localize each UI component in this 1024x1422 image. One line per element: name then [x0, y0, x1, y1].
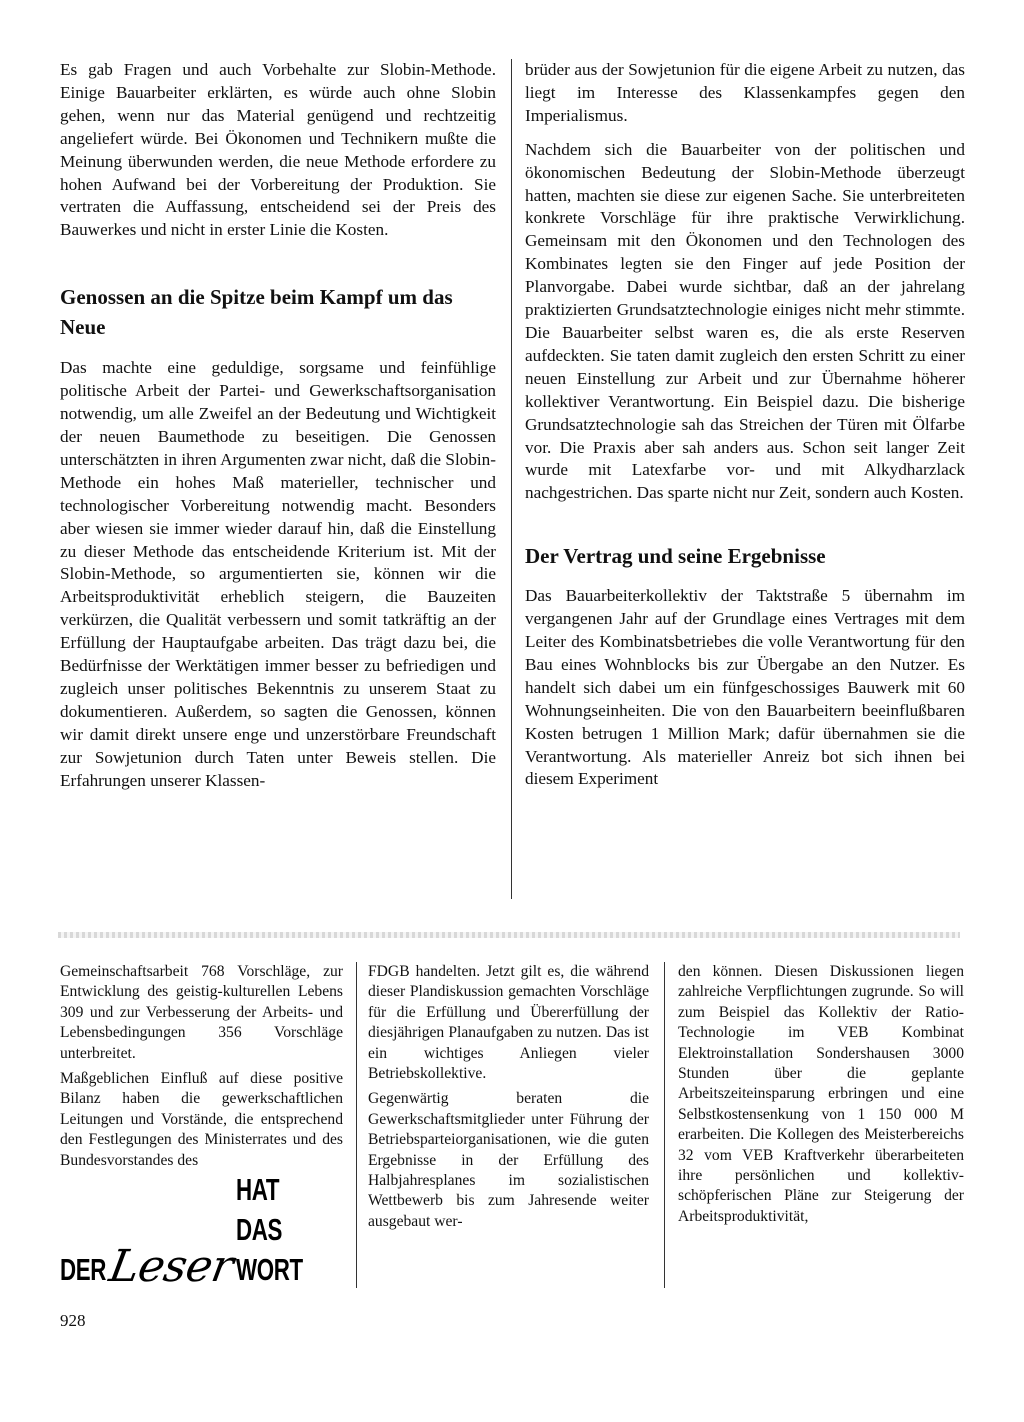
bottom-column-1: [60, 962, 343, 1171]
bottom-column-3: [678, 962, 964, 1227]
page-number: 928: [60, 1311, 86, 1330]
top-left-column: [60, 59, 496, 792]
rubric-der: DER: [60, 1252, 107, 1287]
section-divider: [58, 932, 960, 938]
column-divider: [511, 59, 512, 899]
rubric-hat-das-wort: HAT DAS WORT: [236, 1172, 304, 1287]
column-divider: [664, 962, 665, 1288]
paragraph: Das Bauarbeiterkollektiv der Taktstraße 5 übernahm im vergangenen Jahr auf der Grundlage eines Vertrages mit dem Leiter des Kombinatsbetriebes die volle Verantwortung für den Bau eines Wohnblocks bis zur Übergabe an den Nutzer. Es handelt sich dabei um ein fünfgeschossiges Bauwerk mit 60 Wohnungseinheiten. Die von den Bauarbeitern beeinflußbaren Kosten betrugen 1 Million Mark; dafür übernahmen sie die Verantwortung. Als materieller Anreiz bot sich ihnen bei diesem Experiment: [525, 586, 965, 789]
paragraph: Gegenwärtig beraten die Gewerkschaftsmitglieder unter Führung der Betriebsparteiorganisationen, wie die guten Ergebnisse in der Erfüllung des Halbjahresplanes im sozialistischen Wettbewerb bis zum Jahresende weiter ausgebaut wer-: [368, 1090, 649, 1230]
paragraph: Nachdem sich die Bauarbeiter von der politischen und ökonomischen Bedeutung der Slobin-Methode überzeugt hatten, machten sie diese zur eigenen Sache. Sie unterbreiteten konkrete Vorschläge für ihre praktische Verwirklichung. Gemeinsam mit den Ökonomen und den Technologen des Kombinates legten sie den Finger auf jede Position der Planvorgabe. Dabei wurde sichtbar, daß an der jahrelang praktizierten Grundsatztechnologie einiges nicht mehr stimmte. Die Bauarbeiter selbst waren es, die als erste Reserven aufdeckten. Sie taten damit zugleich den ersten Schritt zu einer neuen Einstellung zur Arbeit und zur Übernahme höherer kollektiver Verantwortung. Ein Beispiel dazu. Die bisherige Grundsatztechnologie sah das Streichen der Türen mit Ölfarbe vor. Die Praxis aber sah anders aus. Schon seit langer Zeit wurde mit Latexfarbe vor- und mit Alkydharzlack nachgestrichen. Das sparte nicht nur Zeit, sondern auch Kosten.: [525, 139, 965, 503]
top-right-column: [525, 59, 965, 791]
paragraph: Maßgeblichen Einfluß auf diese positive Bilanz haben die gewerkschaftlichen Leitungen und Vorstände, die entsprechend den Festlegungen des Ministerrates und des Bundesvorstandes des: [60, 1070, 343, 1169]
column-divider: [356, 962, 357, 1288]
bottom-column-2: [368, 962, 649, 1232]
paragraph: Gemeinschaftsarbeit 768 Vorschläge, zur Entwicklung des geistig-kulturellen Lebens 309 und zur Verbesserung der Arbeits- und Lebensbedingungen 356 Vorschläge unterbreitet.: [60, 963, 343, 1062]
rubric-leser-script: Leser: [105, 1241, 237, 1292]
rubric-der-leser-hat-das-wort: [60, 1172, 340, 1292]
section-heading-genossen: Genossen an die Spitze beim Kampf um das Neue: [60, 285, 453, 340]
paragraph: den können. Diesen Diskussionen liegen zahlreiche Verpflichtungen zugrunde. So will zum Beispiel das Kollektiv der Ratio-Technologie im VEB Kombinat Elektroinstallation Sondershausen 3000 Stunden über die geplante Arbeitszeiteinsparung erbringen und eine Selbstkostensenkung von 1 150 000 M erarbeiten. Die Kollegen des Meisterbereichs 32 vom VEB Kraftverkehr überarbeiteten ihre persönlichen und kollektiv-schöpferischen Pläne zur Steigerung der Arbeitsproduktivität,: [678, 963, 964, 1225]
paragraph: Es gab Fragen und auch Vorbehalte zur Slobin-Methode. Einige Bauarbeiter erklärten, es würde auch ohne Slobin gehen, wenn nur das Material genügend und rechtzeitig angeliefert würde. Bei Ökonomen und Technikern mußte die Meinung überwunden werden, die neue Methode erfordere zu hohen Aufwand bei der Vorbereitung der Produktion. Sie vertraten die Auffassung, entscheidend sei der Preis des Bauwerkes und nicht in erster Linie die Kosten.: [60, 60, 496, 240]
paragraph: brüder aus der Sowjetunion für die eigene Arbeit zu nutzen, das liegt im Interesse des Klassenkampfes gegen den Imperialismus.: [525, 60, 965, 125]
paragraph: FDGB handelten. Jetzt gilt es, die während dieser Plandiskussion gemachten Vorschläge für die Erfüllung und Übererfüllung der diesjährigen Planaufgaben zu nutzen. Das ist ein wichtiges Anliegen vieler Betriebskollektive.: [368, 963, 649, 1083]
section-heading-vertrag: Der Vertrag und seine Ergebnisse: [525, 544, 826, 569]
paragraph: Das machte eine geduldige, sorgsame und feinfühlige politische Arbeit der Partei- und Gewerkschaftsorganisation notwendig, um alle Zweifel an der Bedeutung und Wichtigkeit der neuen Baumethode zu beseitigen. Die Genossen unterschätzten in ihren Argumenten zwar nicht, daß die Slobin-Methode ein hohes Maß materieller, technischer und technologischer Vorbereitung notwendig macht. Besonders aber wiesen sie immer wieder darauf hin, daß die Einstellung zu dieser Methode das entscheidende Kriterium ist. Mit der Slobin-Methode, so argumentierten sie, können wir die Arbeitsproduktivität erheblich steigern, die Bauzeiten verkürzen, die Qualität verbessern und somit tatkräftig an der Erfüllung der Hauptaufgabe arbeiten. Das trägt dazu bei, die Bedürfnisse der Werktätigen immer besser zu befriedigen und zugleich unser politisches Bekenntnis zu unserem Staat zu dokumentieren. Außerdem, so sagten die Genossen, können wir damit direkt unsere enge und unzerstörbare Freundschaft zur Sowjetunion durch Taten unter Beweis stellen. Die Erfahrungen unserer Klassen-: [60, 358, 496, 790]
